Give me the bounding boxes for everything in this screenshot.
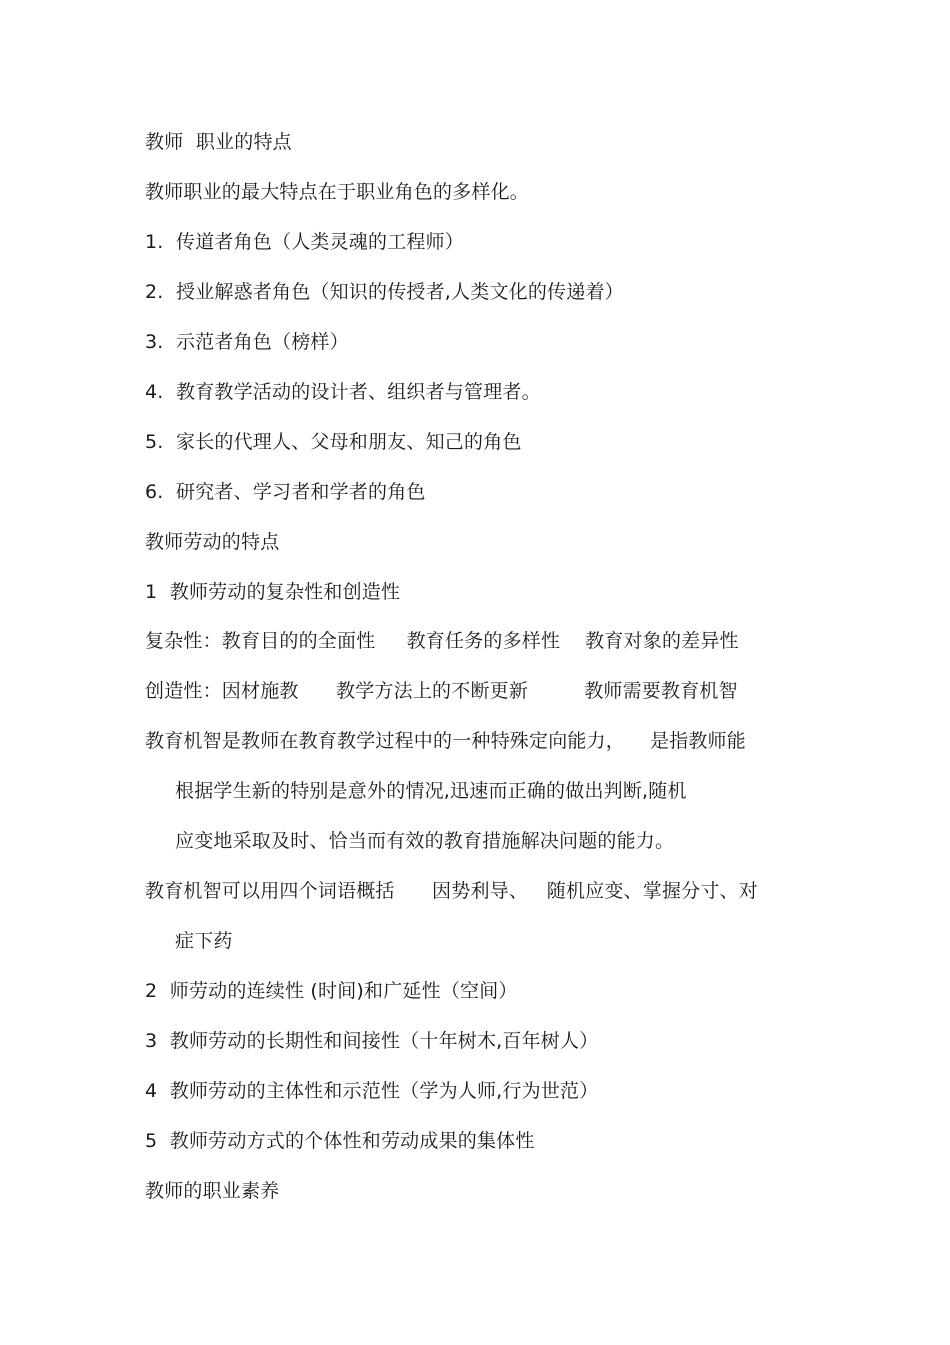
paragraph-four-terms-line-1: 教育机智可以用四个词语概括 因势利导、 随机应变、掌握分寸、对: [145, 880, 758, 902]
list-item-labor-5: 5 教师劳动方式的个体性和劳动成果的集体性: [145, 1130, 535, 1152]
paragraph-complexity: 复杂性：教育目的的全面性 教育任务的多样性 教育对象的差异性: [145, 630, 739, 652]
list-item-role-3: 3. 示范者角色（榜样）: [145, 331, 349, 353]
list-item-role-4: 4. 教育教学活动的设计者、组织者与管理者。: [145, 381, 541, 403]
heading-teacher-labor-features: 教师劳动的特点: [145, 531, 280, 553]
list-item-labor-2: 2 师劳动的连续性 (时间)和广延性（空间）: [145, 980, 518, 1002]
heading-professional-qualities: 教师的职业素养: [145, 1180, 280, 1202]
paragraph-educational-wit-line-3: 应变地采取及时、恰当而有效的教育措施解决问题的能力。: [175, 830, 675, 852]
paragraph-educational-wit-line-2: 根据学生新的特别是意外的情况,迅速而正确的做出判断,随机: [175, 780, 687, 802]
paragraph-four-terms-line-2: 症下药: [175, 930, 233, 952]
list-item-labor-4: 4 教师劳动的主体性和示范性（学为人师,行为世范）: [145, 1080, 599, 1102]
list-item-role-1: 1. 传道者角色（人类灵魂的工程师）: [145, 231, 465, 253]
paragraph-creativity: 创造性：因材施教 教学方法上的不断更新 教师需要教育机智: [145, 680, 738, 702]
list-item-role-5: 5. 家长的代理人、父母和朋友、知己的角色: [145, 431, 522, 453]
list-item-labor-3: 3 教师劳动的长期性和间接性（十年树木,百年树人）: [145, 1030, 599, 1052]
list-item-role-2: 2. 授业解惑者角色（知识的传授者,人类文化的传递着）: [145, 281, 624, 303]
paragraph-educational-wit-line-1: 教育机智是教师在教育教学过程中的一种特殊定向能力， 是指教师能: [145, 730, 746, 752]
list-item-labor-1: 1 教师劳动的复杂性和创造性: [145, 581, 401, 603]
list-item-role-6: 6. 研究者、学习者和学者的角色: [145, 481, 426, 503]
paragraph-role-diversity: 教师职业的最大特点在于职业角色的多样化。: [145, 181, 530, 203]
heading-teacher-profession-features: 教师 职业的特点: [145, 131, 292, 153]
